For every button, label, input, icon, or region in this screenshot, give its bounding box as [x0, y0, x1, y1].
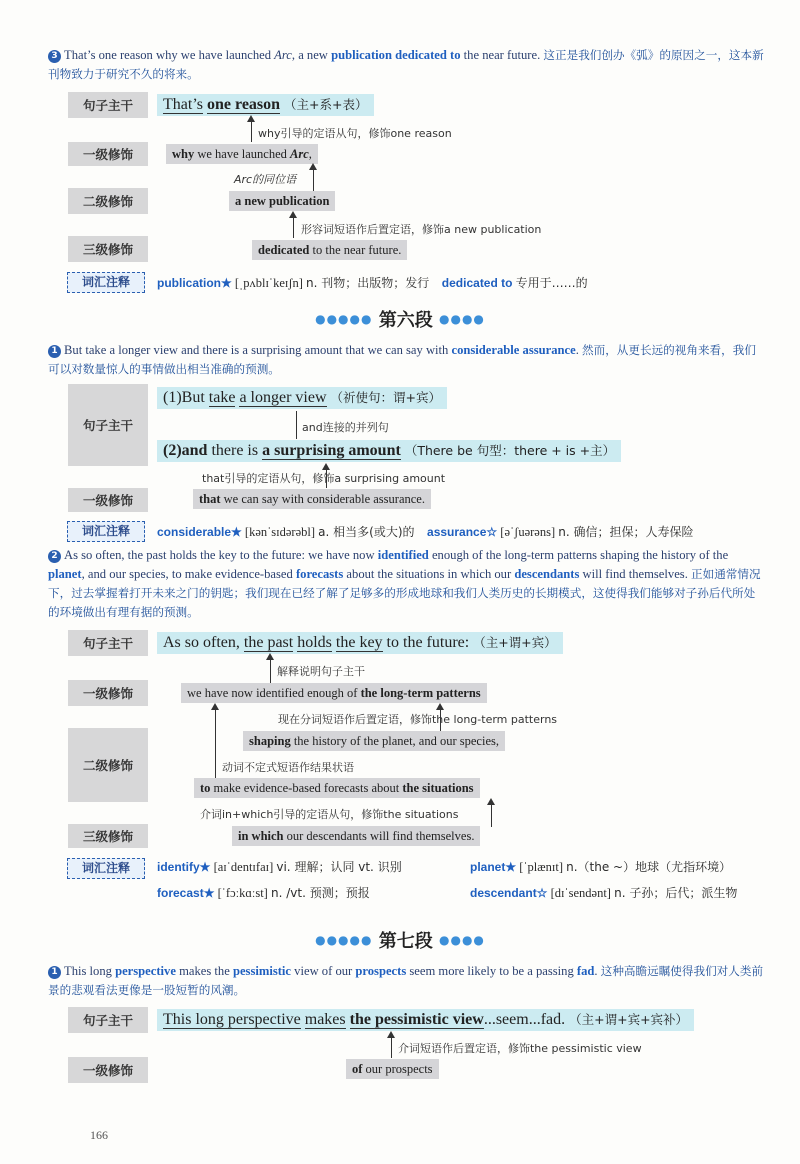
s3-mod-4: in which our descendants will find themselves.	[232, 826, 480, 846]
s1-mod-1: why we have launched Arc,	[166, 144, 318, 164]
s3-vocab-1: identify★ [aɪˈdentɪfaɪ] vi. 理解；认同 vt. 识别	[157, 860, 402, 874]
s3-mod-1: we have now identified enough of the long-term patterns	[181, 683, 487, 703]
s4-mod: of our prospects	[346, 1059, 439, 1079]
s4-note: 介词短语作后置定语，修饰the pessimistic view	[398, 1042, 642, 1055]
s2-main-clause-1: (1)But take a longer view （祈使句：谓+宾）	[157, 387, 447, 409]
s3-mod-3: to make evidence-based forecasts about the situations	[194, 778, 480, 798]
s1-note-1: why引导的定语从句，修饰one reason	[258, 127, 452, 140]
label-main: 句子主干	[68, 1007, 148, 1033]
s1-mod-3: dedicated to the near future.	[252, 240, 407, 260]
label-first: 一级修饰	[68, 1057, 148, 1083]
s4-paragraph: 1 This long perspective makes the pessimistic view of our prospects seem more likely to be a passing fad. 这种高瞻远瞩使得我们对人类前景的悲观看法更像是一股短暂的风潮。	[48, 964, 764, 997]
page-number: 166	[90, 1128, 108, 1142]
s1-number: 3	[48, 50, 61, 63]
label-main: 句子主干	[68, 92, 148, 118]
label-first: 一级修饰	[68, 488, 148, 512]
label-third: 三级修饰	[68, 824, 148, 848]
label-second: 二级修饰	[68, 728, 148, 802]
s2-main-clause-2: (2)and there is a surprising amount （There be 句型：there + is +主）	[157, 440, 621, 462]
label-first: 一级修饰	[68, 142, 148, 166]
label-second: 二级修饰	[68, 188, 148, 214]
s2-paragraph: 1 But take a longer view and there is a surprising amount that we can say with considerable assurance. 然而，从更长远的视角来看，我们可以对数量惊人的事情做出相当准确的预测。	[48, 343, 756, 376]
s1-vocab: publication★ [ˌpʌblɪˈkeɪʃn] n. 刊物；出版物；发行 dedicated to 专用于……的	[157, 276, 588, 290]
s3-vocab-4: descendant☆ [dɪˈsendənt] n. 子孙；后代；派生物	[470, 886, 738, 900]
vocab-tag: 词汇注释	[67, 272, 145, 293]
s2-mod: that we can say with considerable assurance.	[193, 489, 431, 509]
s3-vocab-3: forecast★ [ˈfɔːkɑːst] n. /vt. 预测；预报	[157, 886, 370, 900]
label-third: 三级修饰	[68, 236, 148, 262]
s3-note-1: 解释说明句子主干	[277, 665, 365, 678]
s4-main-clause: This long perspective makes the pessimistic view...seem...fad. （主+谓+宾+宾补）	[157, 1009, 694, 1031]
s3-vocab-2: planet★ [ˈplænɪt] n.（the ~）地球（尤指环境）	[470, 860, 732, 874]
s1-note-2: Arc的同位语	[234, 173, 297, 186]
s3-mod-2: shaping the history of the planet, and our species,	[243, 731, 505, 751]
s3-main-clause: As so often, the past holds the key to the future: （主+谓+宾）	[157, 632, 563, 654]
s3-note-2: 现在分词短语作后置定语，修饰the long-term patterns	[278, 713, 558, 726]
s1-main-clause: That’s one reason （主+系+表）	[157, 94, 374, 116]
s1-paragraph	[48, 46, 766, 84]
vocab-tag: 词汇注释	[67, 858, 145, 879]
s2-connector-note: and连接的并列句	[302, 421, 389, 434]
section-heading-6: ●●●●● 第六段 ●●●●	[315, 310, 485, 331]
vocab-tag: 词汇注释	[67, 521, 145, 542]
label-first: 一级修饰	[68, 680, 148, 706]
label-main: 句子主干	[68, 630, 148, 656]
s3-note-4: 介词in+which引导的定语从句，修饰the situations	[200, 808, 459, 821]
s1-english: That’s one reason why we have launched Arc, a new publication dedicated to the near future.	[64, 48, 541, 62]
s3-paragraph: 2 As so often, the past holds the key to the future: we have now identified enough of the long-term patterns shaping the history of the planet, and our species, to make evidence-based forecasts about the situations in which our descendants will find themselves. 正如通常情况下，过去掌握着打开未来之门的钥匙；我们现在已经了解了足够多的形成地球和我们人类历史的长期模式，这使得我们能够对子孙后代所处的环境做出有理有据的预测。	[48, 548, 761, 619]
s3-note-3: 动词不定式短语作结果状语	[222, 761, 354, 774]
s2-vocab: considerable★ [kənˈsɪdərəbl] a. 相当多(或大)的 assurance☆ [əˈʃuərəns] n. 确信；担保；人寿保险	[157, 525, 694, 539]
s2-note: that引导的定语从句，修饰a surprising amount	[202, 472, 446, 485]
section-heading-7: ●●●●● 第七段 ●●●●	[315, 931, 485, 952]
label-main: 句子主干	[68, 384, 148, 466]
s1-note-3: 形容词短语作后置定语，修饰a new publication	[301, 223, 542, 236]
s1-mod-2: a new publication	[229, 191, 335, 211]
s1-chinese: 这正是我们创办《弧》的原因之一，这本新刊物致力于研究不久的将来。	[48, 48, 764, 81]
